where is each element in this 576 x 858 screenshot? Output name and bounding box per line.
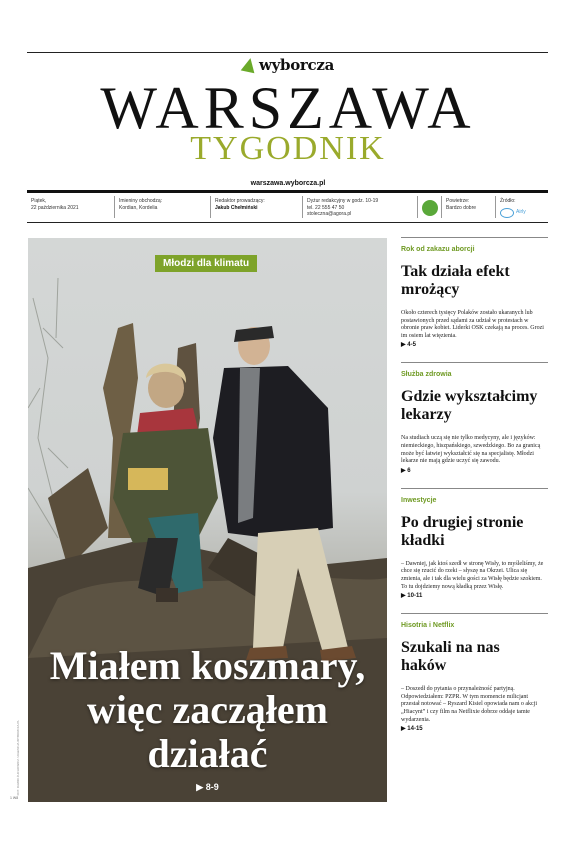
site-url[interactable]: warszawa.wyborcza.pl bbox=[250, 180, 326, 187]
story-page-ref[interactable]: ▶ 14-15 bbox=[401, 726, 423, 733]
story-investments[interactable] bbox=[401, 488, 548, 599]
air-label: Powietrze: bbox=[446, 198, 470, 204]
hero-section-tag[interactable]: Młodzi dla klimatu bbox=[155, 255, 257, 272]
story-healthcare[interactable] bbox=[401, 362, 548, 473]
story-page-ref[interactable]: ▶ 4-5 bbox=[401, 342, 416, 349]
wyborcza-mark-icon bbox=[241, 57, 258, 74]
story-rule bbox=[401, 613, 548, 614]
story-tag[interactable]: Służba zdrowia bbox=[401, 371, 452, 379]
wyborcza-logo[interactable] bbox=[242, 56, 334, 74]
hero-page-ref[interactable]: ▶ 8-9 bbox=[196, 782, 219, 792]
story-body: – Doszedł do pytania o przynależność partyjną. Odpowiedziałem: PZPR. W tym momencie milicjant przestał notować – Ryszard Kisiel opowiada nam o akcji „Hiacynt” i czy film na Netflixie dobrze oddaje tamte wydarzenia. bbox=[401, 686, 538, 723]
masthead-subtitle: TYGODNIK bbox=[190, 130, 386, 167]
story-title[interactable]: Tak działa efekt mrożący bbox=[401, 263, 510, 298]
top-rule bbox=[27, 52, 548, 53]
date-full: 22 października 2021 bbox=[31, 204, 79, 211]
date-day: Piątek, bbox=[31, 198, 47, 204]
hero-headline[interactable] bbox=[28, 644, 387, 776]
masthead-title: WARSZAWA bbox=[100, 75, 476, 141]
page-number: 1 W8 bbox=[10, 796, 19, 800]
green-circle-icon bbox=[422, 200, 438, 216]
duty-phone[interactable]: tel. 22 555 47 50 bbox=[307, 204, 345, 211]
hero-headline-line: Miałem koszmary, bbox=[49, 643, 366, 688]
duty-email[interactable]: stoleczna@agora.pl bbox=[307, 211, 352, 217]
date-cell bbox=[27, 196, 115, 218]
hero-headline-line: więc zacząłem bbox=[87, 687, 328, 732]
story-tag[interactable]: Rok od zakazu aborcji bbox=[401, 246, 475, 253]
editor-name: Jakub Chełmiński bbox=[215, 204, 258, 211]
air-value: Bardzo dobre bbox=[446, 204, 477, 211]
story-body: Około czterech tysięcy Polaków zostało ukaranych lub postawionych przed sądami za udział w protestach w obronie praw kobiet. Liderki OSK czekają na proces. Grozi im osiem lat więzienia. bbox=[401, 310, 544, 339]
info-bar-rule bbox=[27, 222, 548, 223]
editor-cell bbox=[211, 196, 303, 218]
nameday-cell bbox=[115, 196, 211, 218]
story-title[interactable]: Po drugiej stronie kładki bbox=[401, 513, 524, 549]
source-cell bbox=[496, 196, 546, 218]
masthead-rule bbox=[27, 190, 548, 193]
brand-name: wyborcza bbox=[259, 56, 334, 74]
source-name: Airly bbox=[516, 209, 526, 216]
nameday-names: Kordian, Kordelia bbox=[119, 204, 158, 211]
photo-credit: FOT. DAWID ŻUCHOWICZ / AGENCJA WYBORCZA.PL bbox=[16, 720, 20, 796]
sidebar-stories bbox=[401, 237, 548, 732]
duty-cell bbox=[303, 196, 418, 218]
story-page-ref[interactable]: ▶ 10-11 bbox=[401, 593, 423, 600]
duty-label: Dyżur redakcyjny w godz. 10-19 bbox=[307, 198, 379, 204]
weather-cell bbox=[418, 196, 442, 218]
story-rule bbox=[401, 237, 548, 238]
story-rule bbox=[401, 488, 548, 489]
info-bar bbox=[27, 196, 548, 222]
hero-photo[interactable] bbox=[28, 238, 387, 802]
air-cell bbox=[442, 196, 496, 218]
story-tag[interactable]: Inwestycje bbox=[401, 496, 437, 504]
story-tag[interactable]: Hisotria i Netflix bbox=[401, 622, 455, 630]
nameday-label: Imieniny obchodzą: bbox=[119, 198, 163, 204]
story-abortion[interactable] bbox=[401, 237, 548, 348]
story-body: – Dawniej, jak ktoś szedł w stronę Wisły, to myśleliśmy, że chce się rzucić do rzeki – słyszę na Okrzei. Ulica się zmienia, ale i tak dla wielu gości za Wisłę będzie szokiem. To tu dojdziemy nową kładką przez Wisłę. bbox=[401, 560, 544, 590]
story-history-netflix[interactable] bbox=[401, 613, 548, 732]
story-title[interactable]: Gdzie wykształcimy lekarzy bbox=[401, 388, 538, 424]
story-title[interactable]: Szukali na nas haków bbox=[401, 639, 500, 675]
story-body: Na studiach uczą się nie tylko medycyny, ale i języków: niemieckiego, hiszpańskiego, szwedzkiego. Bo za granicą może być łatwiej wykształcić się na specjalistę. Młodzi lekarze nie mają gdzie uczyć się zawodu. bbox=[401, 435, 541, 465]
airly-logo-icon bbox=[500, 208, 514, 218]
story-rule bbox=[401, 362, 548, 363]
source-label: Źródło: bbox=[500, 198, 516, 204]
story-page-ref[interactable]: ▶ 6 bbox=[401, 467, 411, 474]
hero-headline-line: działać bbox=[147, 731, 268, 776]
editor-label: Redaktor prowadzący: bbox=[215, 198, 265, 204]
brand-logo-block bbox=[0, 56, 576, 77]
